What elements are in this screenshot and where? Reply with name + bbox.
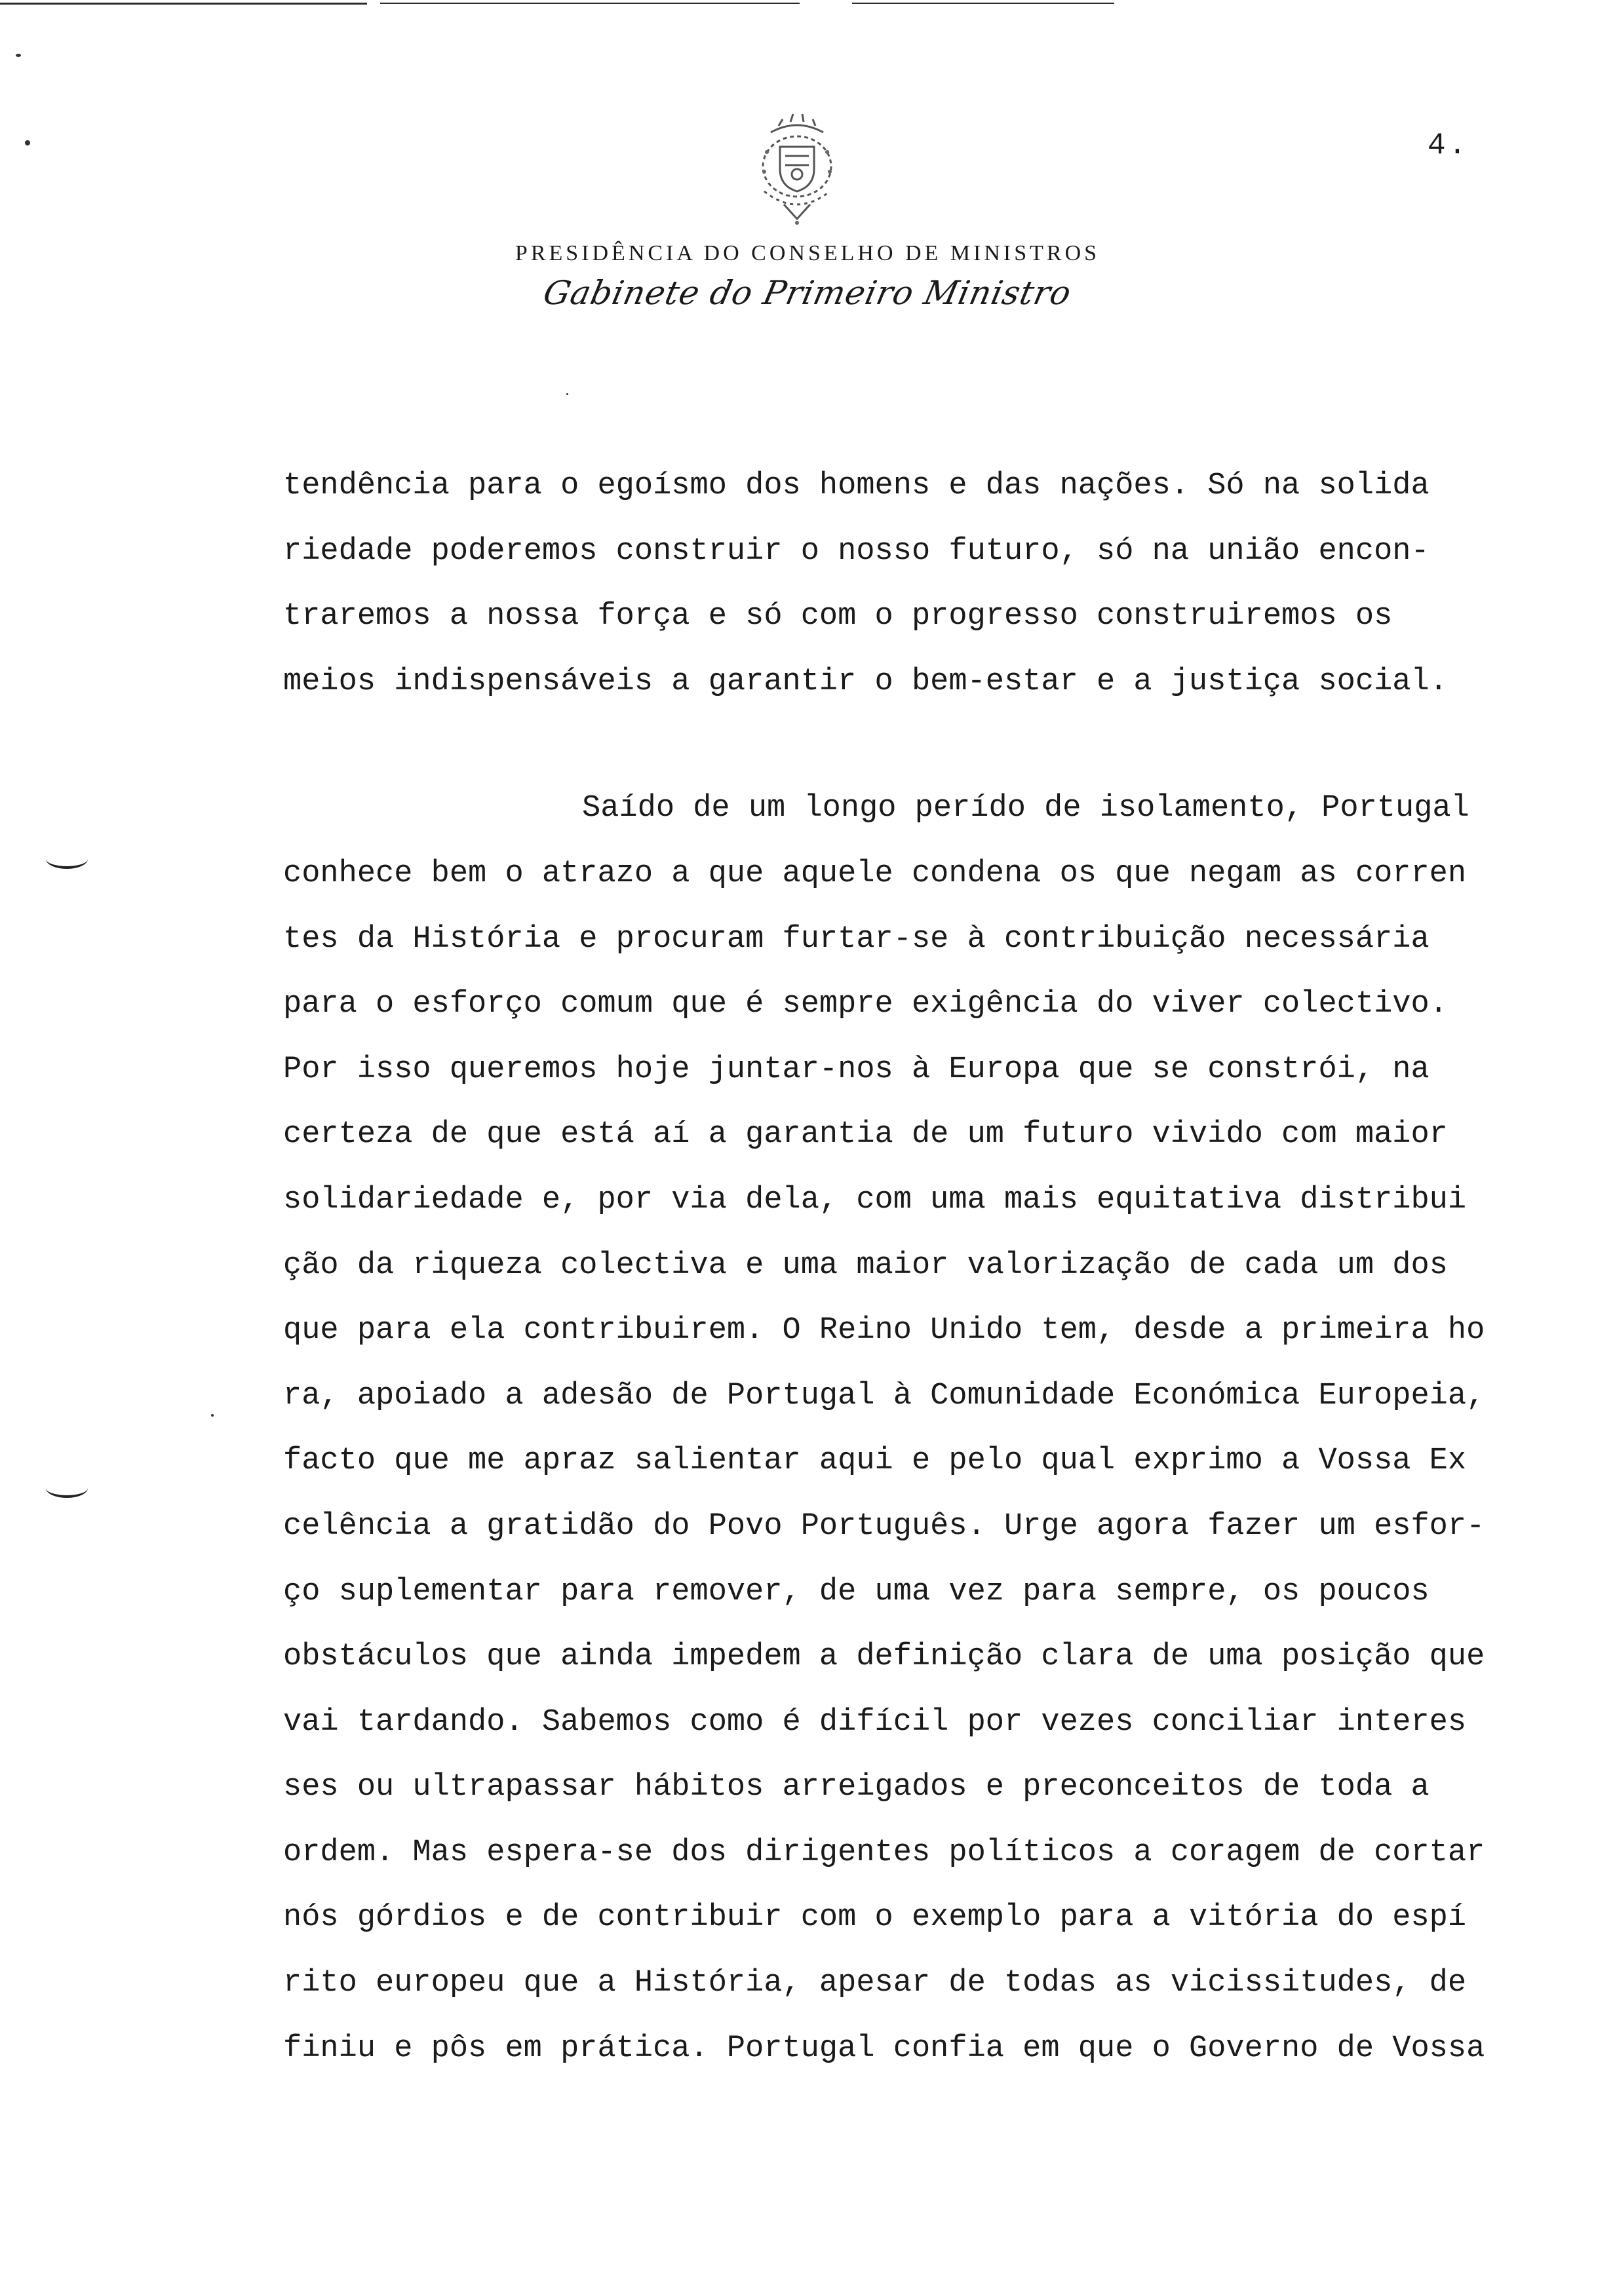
text-line: meios indispensáveis a garantir o bem-estar e a justiça social. — [283, 664, 1448, 699]
text-line: rito europeu que a História, apesar de todas as vicissitudes, de — [283, 1966, 1467, 2001]
text-line: ses ou ultrapassar hábitos arreigados e preconceitos de toda a — [283, 1770, 1430, 1805]
scan-edge-line — [0, 3, 367, 5]
scan-speck — [16, 54, 21, 57]
paragraph — [283, 453, 1581, 714]
letter-body — [283, 453, 1581, 2081]
text-line: riedade poderemos construir o nosso futuro, só na união encon- — [283, 533, 1430, 569]
text-line: obstáculos que ainda impedem a definição clara de uma posição que — [283, 1639, 1485, 1675]
scan-speck — [566, 393, 568, 395]
scan-speck — [211, 1414, 214, 1417]
coat-of-arms-icon — [745, 106, 849, 231]
text-line: certeza de que está aí a garantia de um futuro vivido com maior — [283, 1117, 1448, 1153]
scan-edge-line — [380, 3, 800, 4]
text-line: nós górdios e de contribuir com o exemplo para a vitória do espí — [283, 1900, 1467, 1936]
text-line: Saído de um longo perído de isolamento, Portugal — [582, 791, 1469, 826]
page-number: 4. — [1428, 128, 1469, 163]
text-line: para o esforço comum que é sempre exigência do viver colectivo. — [283, 987, 1448, 1022]
letterhead-office: Gabinete do Primeiro Ministro — [539, 274, 1076, 312]
text-line: que para ela contribuirem. O Reino Unido tem, desde a primeira ho — [283, 1313, 1485, 1349]
text-line: tes da História e procuram furtar-se à contribuição necessária — [283, 921, 1430, 957]
text-line: tendência para o egoísmo dos homens e das nações. Só na solida — [283, 469, 1430, 503]
letterhead-institution: PRESIDÊNCIA DO CONSELHO DE MINISTROS — [515, 241, 1100, 265]
text-line: celência a gratidão do Povo Português. Urge agora fazer um esfor- — [283, 1508, 1485, 1544]
text-line: facto que me apraz salientar aqui e pelo qual exprimo a Vossa Ex — [283, 1444, 1467, 1479]
text-line: ra, apoiado a adesão de Portugal à Comunidade Económica Europeia, — [283, 1378, 1485, 1413]
text-line: vai tardando. Sabemos como é difícil por vezes conciliar interes — [283, 1704, 1467, 1740]
punch-hole-mark — [46, 1478, 88, 1498]
paragraph-spacer — [283, 714, 1581, 776]
text-line: Por isso queremos hoje juntar-nos à Europa que se constrói, na — [283, 1052, 1430, 1087]
text-line: conhece bem o atrazo a que aquele condena os que negam as corren — [283, 856, 1467, 891]
scan-edge-line — [852, 3, 1114, 4]
text-line: ço suplementar para remover, de uma vez para sempre, os poucos — [283, 1574, 1430, 1609]
text-line: solidariedade e, por via dela, com uma mais equitativa distribui — [283, 1182, 1467, 1217]
text-line: ordem. Mas espera-se dos dirigentes políticos a coragem de cortar — [283, 1835, 1485, 1870]
scan-speck — [25, 140, 30, 145]
text-line: traremos a nossa força e só com o progresso construiremos os — [283, 599, 1393, 634]
paragraph — [283, 776, 1581, 2081]
text-line: ção da riqueza colectiva e uma maior valorização de cada um dos — [283, 1248, 1448, 1283]
punch-hole-mark — [46, 849, 88, 869]
text-line: finiu e pôs em prática. Portugal confia em que o Governo de Vossa — [283, 2031, 1485, 2066]
